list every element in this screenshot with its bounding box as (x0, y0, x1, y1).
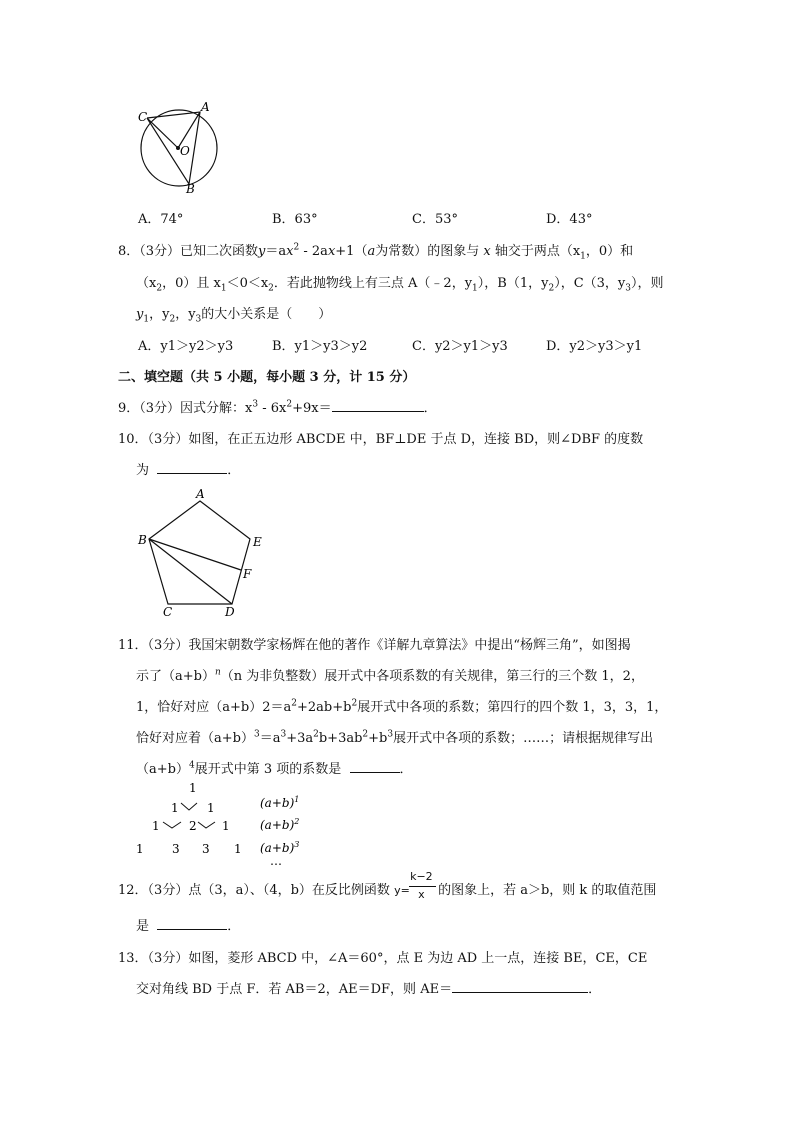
expr-dots: … (270, 854, 282, 866)
section-heading: 二、填空题（共 5 小题，每小题 3 分，计 15 分） (118, 370, 416, 385)
answer-blank[interactable] (350, 760, 400, 773)
row3-num: 1 (152, 819, 160, 833)
label-f: F (243, 567, 252, 581)
q8-line3: $y_1$，$y_2$，$y_3$的大小关系是（ ） (136, 307, 332, 325)
row4-num: 1 (234, 842, 242, 856)
pentagon-figure (130, 486, 270, 621)
row2-num: 1 (207, 801, 215, 815)
q12-line1: 12．（3分）点（3，a）、（4，b）在反比例函数 y= k−2 x 的图象上，若 a＞b，则 k 的取值范围 (118, 870, 657, 901)
q11-line1: 11．（3分）我国宋朝数学家杨辉在他的著作《详解九章算法》中提出“杨辉三角”，如图揭 (118, 638, 631, 653)
q7-option-b: B．63° (272, 212, 318, 227)
row1-num: 1 (189, 781, 197, 795)
q7-option-d: D．43° (546, 212, 593, 227)
q7-option-c: C．53° (412, 212, 458, 227)
label-e: E (253, 535, 262, 549)
q8-option-a: A．y1＞y2＞y3 (138, 339, 234, 354)
fraction: y= k−2 x (394, 880, 438, 894)
label-d: D (225, 605, 235, 619)
row4-num: 1 (136, 842, 144, 856)
q12-line2: 是 ． (136, 919, 241, 934)
row4-num: 3 (202, 842, 210, 856)
label-o: O (180, 144, 190, 158)
row3-num: 2 (189, 819, 197, 833)
label-a: A (196, 487, 205, 501)
q8-line1: 8．（3分）已知二次函数$y=ax^2 - 2ax+1(a$为常数）的图象与 x 轴交于两点（$x_1$，0）和 (118, 242, 634, 262)
label-a: A (201, 100, 210, 114)
expr-1: $(a+b)^1$ (260, 795, 300, 810)
q8-option-b: B．y1＞y3＞y2 (272, 339, 368, 354)
q11-line5: $(a+b)^4$展开式中第 3 项的系数是 ． (136, 760, 413, 777)
label-c: C (163, 605, 173, 619)
label-c: C (138, 110, 148, 124)
expr-2: $(a+b)^2$ (260, 817, 300, 832)
q13-line2: 交对角线 BD 于点 F．若 AB＝2，AE＝DF，则 AE＝ ． (136, 982, 602, 997)
q9: 9．（3分）因式分解：$x^3 - 6x^2+9x=$ ． (118, 399, 437, 416)
answer-blank[interactable] (157, 917, 227, 930)
q13-line1: 13．（3分）如图，菱形 ABCD 中，∠A＝60°，点 E 为边 AD 上一点，连接 BE，CE，CE (118, 951, 648, 966)
q10-line1: 10．（3分）如图，在正五边形 ABCDE 中，BF⊥DE 于点 D，连接 BD，则∠DBF 的度数 (118, 432, 644, 447)
answer-blank[interactable] (157, 461, 227, 474)
q11-line3: 1，恰好对应$(a+b)2=a^2+2ab+b^2$展开式中各项的系数；第四行的四个数 1，3，3，1， (136, 698, 668, 715)
q8-option-c: C．y2＞y1＞y3 (412, 339, 508, 354)
expr-3: $(a+b)^3$ (260, 840, 300, 855)
answer-blank[interactable] (452, 980, 588, 993)
label-b: B (138, 533, 147, 547)
answer-blank[interactable] (332, 399, 424, 412)
q11-line2: 示了$(a+b)^n(n$ 为非负整数）展开式中各项系数的有关规律，第三行的三个数 1，2， (136, 667, 644, 684)
row4-num: 3 (172, 842, 180, 856)
q8-line2: （$x_2$，0）且 $x_1<0<x_2$．若此抛物线上有三点 A（﹣2，$y_1$），B（1，$y_2$），C（3，$y_3$），则 (136, 276, 664, 294)
yanghui-triangle-figure (130, 778, 300, 866)
q8-option-d: D．y2＞y3＞y1 (546, 339, 643, 354)
q10-line2: 为 ． (136, 463, 241, 478)
row3-num: 1 (222, 819, 230, 833)
row2-num: 1 (171, 801, 179, 815)
label-b: B (186, 182, 195, 195)
circle-figure (132, 100, 227, 195)
q11-line4: 恰好对应着$(a+b)^3=a^3+3a^2b+3ab^2+b^3$展开式中各项的系数；……；请根据规律写出 (136, 729, 654, 746)
q7-option-a: A．74° (138, 212, 184, 227)
